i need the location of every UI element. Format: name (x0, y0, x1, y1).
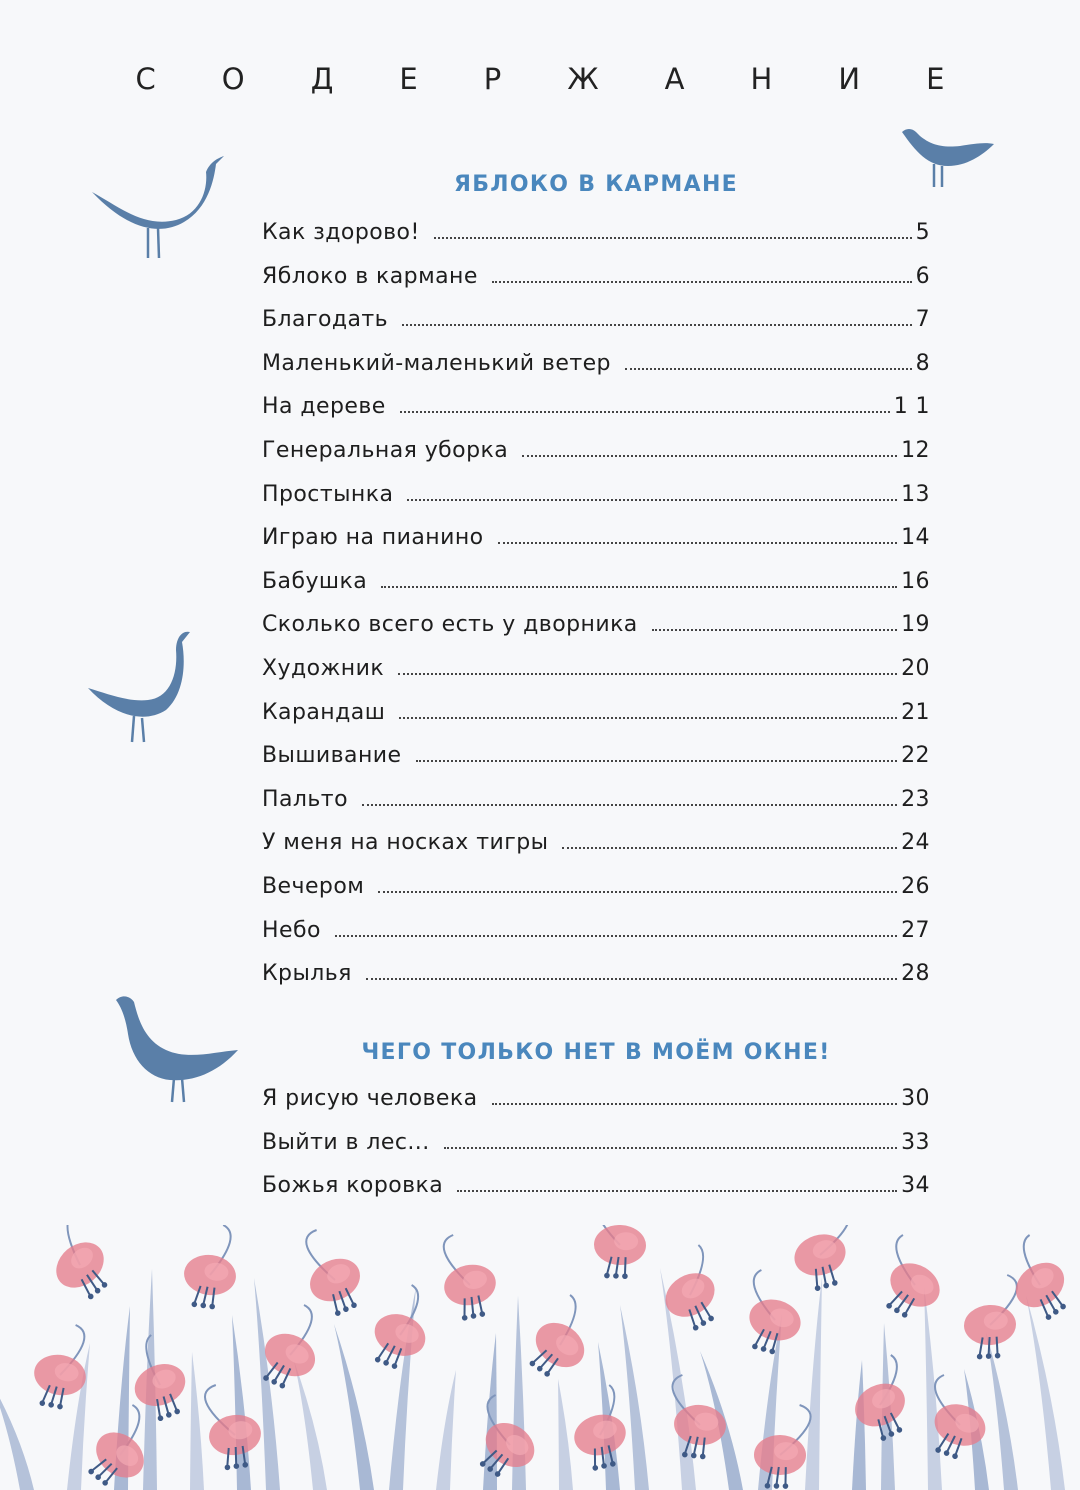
leaf-shape (294, 1361, 327, 1490)
toc-entry[interactable] (262, 569, 930, 613)
section-heading-1: ЯБЛОКО В КАРМАНЕ (453, 172, 739, 197)
toc-entry-page: 22 (901, 743, 930, 769)
flower-bloom (47, 1233, 121, 1308)
toc-dot-leader (400, 411, 890, 413)
toc-dot-leader (416, 760, 898, 762)
toc-entry[interactable] (262, 482, 930, 526)
section-heading-2: ЧЕГО ТОЛЬКО НЕТ В МОЁМ ОКНЕ! (361, 1040, 831, 1065)
bird-illustration-bottom (114, 992, 240, 1106)
toc-entry[interactable] (262, 961, 930, 1005)
flower-bloom (741, 1294, 806, 1360)
leaf-shape (334, 1324, 374, 1490)
toc-entry-title: Божья коровка (262, 1173, 444, 1199)
toc-dot-leader (434, 237, 912, 239)
page-title: С О Д Е Р Ж А Н И Е (135, 62, 973, 96)
toc-entry-page: 12 (901, 437, 930, 463)
toc-entry-title: Генеральная уборка (262, 437, 509, 463)
toc-entry[interactable] (262, 351, 930, 395)
toc-entry[interactable] (262, 1086, 930, 1130)
toc-dot-leader (402, 324, 911, 326)
toc-entry-title: Карандаш (262, 699, 386, 725)
flower-bloom (1007, 1254, 1080, 1328)
toc-entry-page: 14 (901, 525, 930, 551)
toc-entry-title: Простынка (262, 481, 394, 507)
flower-bloom (364, 1307, 432, 1376)
toc-entry[interactable] (262, 656, 930, 700)
flower-bloom (180, 1252, 238, 1312)
toc-entry-page: 21 (901, 699, 930, 725)
toc-entry-page: 6 (915, 263, 930, 289)
toc-entry-page: 16 (901, 568, 930, 594)
toc-entry-title: Вышивание (262, 743, 402, 769)
toc-entry-page: 13 (901, 481, 930, 507)
bird-illustration-left-top (88, 150, 228, 262)
toc-entry-title: У меня на носках тигры (262, 830, 549, 856)
toc-section-1 (262, 220, 930, 1005)
toc-entry[interactable] (262, 220, 930, 264)
bird-illustration-middle (86, 624, 194, 746)
toc-section-2 (262, 1086, 930, 1217)
toc-entry-title: Играю на пианино (262, 525, 484, 551)
toc-entry-title: Бабушка (262, 568, 368, 594)
toc-entry[interactable] (262, 525, 930, 569)
leaf-shape (436, 1370, 456, 1490)
toc-entry-title: Я рисую человека (262, 1086, 478, 1111)
toc-entry-page: 30 (901, 1086, 930, 1111)
flower-bloom (440, 1260, 502, 1323)
leaf-shape (924, 1286, 942, 1490)
leaf-shape (852, 1360, 866, 1490)
toc-entry[interactable] (262, 918, 930, 962)
leaf-shape (254, 1278, 280, 1490)
toc-entry[interactable] (262, 307, 930, 351)
toc-dot-leader (652, 629, 897, 631)
flower-bloom (789, 1228, 854, 1295)
toc-entry-title: На дереве (262, 394, 386, 420)
leaf-shape (805, 1277, 822, 1490)
toc-dot-leader (381, 586, 897, 588)
toc-entry-page: 24 (901, 830, 930, 856)
toc-entry[interactable] (262, 700, 930, 744)
toc-dot-leader (498, 542, 898, 544)
toc-entry-title: Благодать (262, 307, 389, 333)
toc-entry-page: 7 (915, 307, 930, 333)
toc-entry-title: Вечером (262, 873, 365, 899)
toc-entry-page: 8 (915, 350, 930, 376)
toc-entry-title: Маленький-маленький ветер (262, 350, 611, 376)
toc-entry[interactable] (262, 1130, 930, 1174)
flower-bloom (570, 1410, 633, 1474)
toc-entry-title: Крылья (262, 961, 352, 987)
flower-illustration (0, 1225, 1080, 1490)
toc-entry[interactable] (262, 264, 930, 308)
toc-dot-leader (398, 673, 897, 675)
toc-entry[interactable] (262, 874, 930, 918)
toc-dot-leader (444, 1147, 897, 1149)
toc-entry-title: Сколько всего есть у дворника (262, 612, 638, 638)
toc-dot-leader (366, 978, 897, 980)
toc-entry[interactable] (262, 830, 930, 874)
toc-entry-title: Небо (262, 917, 321, 943)
toc-entry[interactable] (262, 612, 930, 656)
leaf-shape (0, 1380, 34, 1490)
toc-entry-title: Яблоко в кармане (262, 263, 478, 289)
toc-entry[interactable] (262, 787, 930, 831)
toc-entry-page: 27 (901, 917, 930, 943)
toc-dot-leader (562, 847, 897, 849)
leaf-shape (190, 1352, 204, 1490)
toc-entry-page: 26 (901, 873, 930, 899)
toc-entry[interactable] (262, 743, 930, 787)
toc-dot-leader (407, 499, 897, 501)
toc-dot-leader (625, 368, 912, 370)
toc-entry-page: 34 (901, 1173, 930, 1199)
toc-entry-page: 5 (915, 220, 930, 245)
leaf-shape (620, 1305, 649, 1490)
toc-entry-page: 20 (901, 655, 930, 681)
flower-bloom (593, 1225, 647, 1280)
leaf-shape (558, 1379, 573, 1490)
toc-entry-page: 23 (901, 786, 930, 812)
bird-illustration-right-top (900, 124, 996, 190)
toc-entry-page: 19 (901, 612, 930, 638)
flower-bloom (206, 1412, 265, 1473)
toc-dot-leader (399, 717, 897, 719)
toc-entry-page: 28 (901, 961, 930, 987)
toc-dot-leader (492, 1103, 898, 1105)
flower-bloom (470, 1414, 543, 1488)
toc-entry-title: Художник (262, 655, 385, 681)
flower-bloom (876, 1255, 948, 1328)
toc-dot-leader (457, 1190, 897, 1192)
toc-entry-title: Как здорово! (262, 220, 420, 245)
toc-dot-leader (492, 281, 912, 283)
leaf-shape (1026, 1295, 1065, 1490)
toc-entry-title: Выйти в лес... (262, 1129, 430, 1155)
toc-dot-leader (362, 804, 897, 806)
flower-bloom (519, 1314, 592, 1388)
toc-entry-page: 33 (901, 1129, 930, 1155)
toc-entry-page: 1 1 (893, 394, 930, 420)
toc-entry-title: Пальто (262, 786, 348, 812)
flower-bloom (303, 1251, 373, 1322)
toc-entry[interactable] (262, 1173, 930, 1217)
toc-dot-leader (378, 891, 897, 893)
toc-dot-leader (335, 935, 897, 937)
toc-dot-leader (522, 455, 897, 457)
toc-entry[interactable] (262, 394, 930, 438)
toc-entry[interactable] (262, 438, 930, 482)
